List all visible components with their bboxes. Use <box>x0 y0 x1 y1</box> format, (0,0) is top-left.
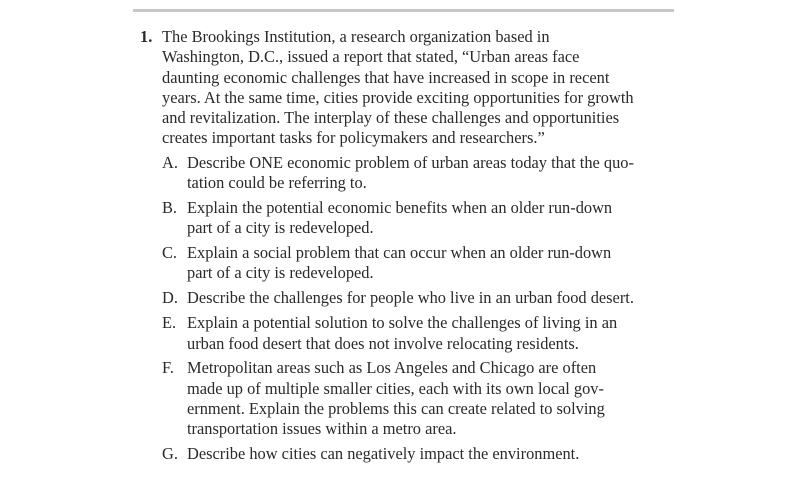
part-g <box>162 444 680 464</box>
question-stem <box>140 27 680 149</box>
part-c <box>162 243 680 284</box>
stem-line: Washington, D.C., issued a report that stated, “Urban areas face <box>162 47 580 67</box>
part-letter: G. <box>162 444 178 464</box>
part-letter: C. <box>162 243 178 263</box>
header-rule <box>133 9 674 12</box>
part-line: urban food desert that does not involve relocating residents. <box>187 333 579 353</box>
part-text <box>187 288 685 308</box>
part-letter: E. <box>162 313 177 333</box>
stem-line: The Brookings Institution, a research organization based in <box>162 27 550 46</box>
part-line: transportation issues within a metro area. <box>187 419 457 439</box>
question-number: 1. <box>140 27 153 46</box>
stem-line: creates important tasks for policymakers and researchers.” <box>162 128 545 148</box>
part-line: made up of multiple smaller cities, each with its own local gov- <box>187 378 604 398</box>
part-text <box>187 243 685 284</box>
part-line: Metropolitan areas such as Los Angeles and Chicago are often <box>187 358 597 378</box>
part-letter: D. <box>162 288 178 308</box>
part-text <box>187 153 685 194</box>
part-line: Explain a potential solution to solve the challenges of living in an <box>187 313 618 333</box>
question-parts <box>140 153 680 465</box>
part-line: Describe how cities can negatively impact the environment. <box>187 444 580 464</box>
part-f <box>162 358 680 439</box>
question-1 <box>140 27 680 469</box>
stem-line: and revitalization. The interplay of these challenges and opportunities <box>162 108 620 128</box>
part-line: Describe ONE economic problem of urban areas today that the quo- <box>187 152 634 172</box>
part-a <box>162 153 680 194</box>
part-line: tation could be referring to. <box>187 173 367 193</box>
part-text <box>187 358 685 439</box>
part-line: part of a city is redeveloped. <box>187 263 374 283</box>
part-letter: B. <box>162 197 178 217</box>
question-stem-text <box>162 27 682 149</box>
part-line: Explain the potential economic benefits when an older run-down <box>187 197 613 217</box>
part-line: Explain a social problem that can occur when an older run-down <box>187 243 612 263</box>
part-line: ernment. Explain the problems this can create related to solving <box>187 399 605 419</box>
part-text <box>187 444 685 464</box>
part-d <box>162 288 680 308</box>
part-line: Describe the challenges for people who live in an urban food desert. <box>187 288 634 308</box>
part-line: part of a city is redeveloped. <box>187 218 374 238</box>
part-letter: A. <box>162 152 178 172</box>
part-e <box>162 313 680 354</box>
part-text <box>187 198 685 239</box>
part-letter: F. <box>162 358 174 378</box>
part-text <box>187 313 685 354</box>
stem-line: years. At the same time, cities provide exciting opportunities for growth <box>162 87 634 107</box>
stem-line: daunting economic challenges that have increased in scope in recent <box>162 67 610 87</box>
part-b <box>162 198 680 239</box>
